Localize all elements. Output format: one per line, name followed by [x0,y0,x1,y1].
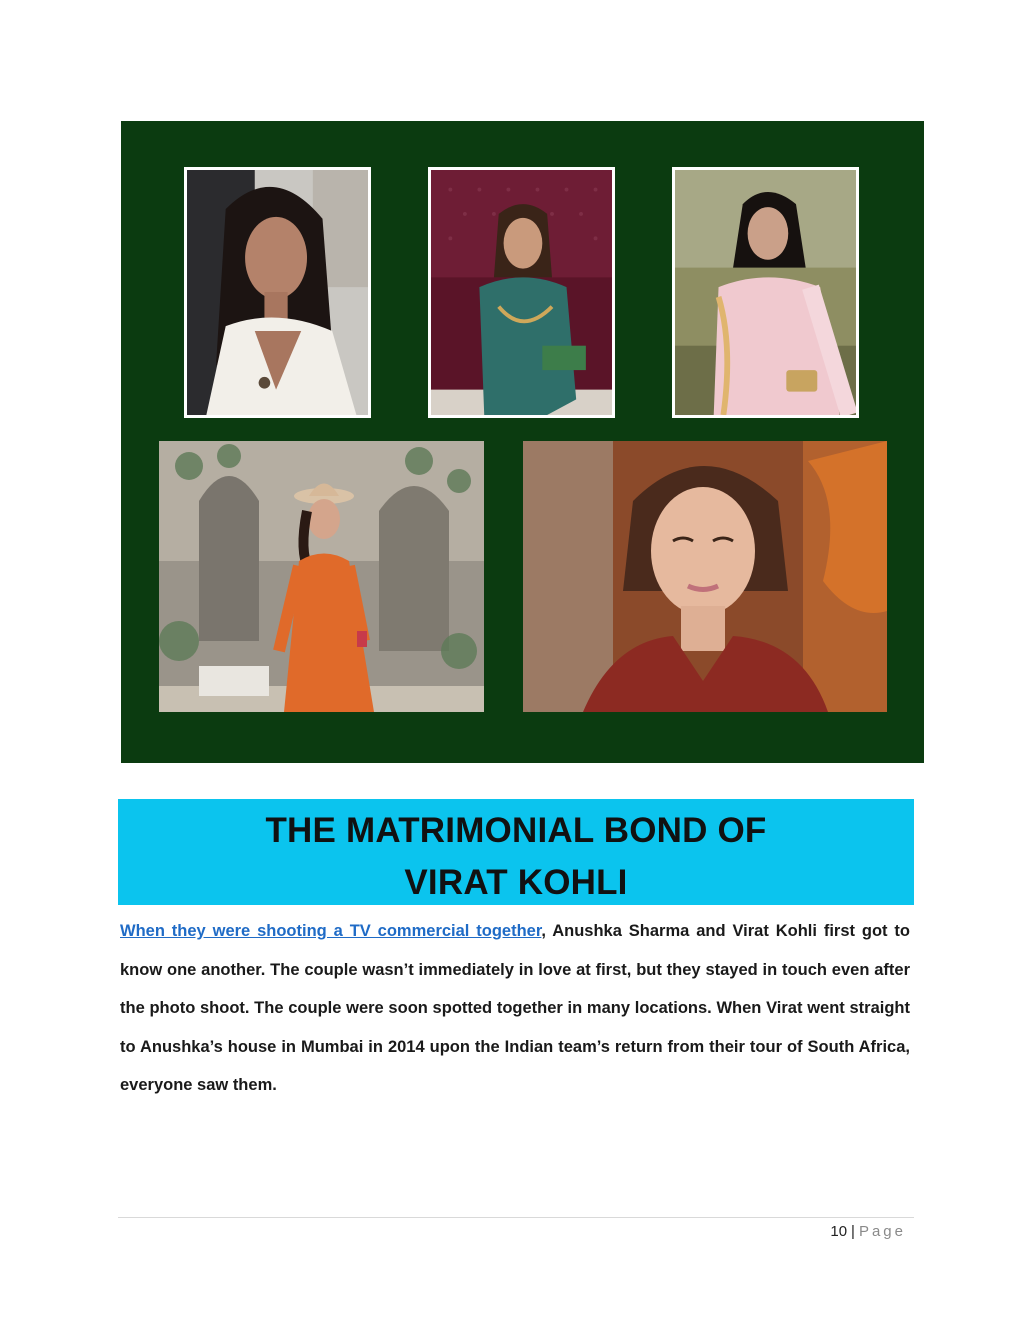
page-number: 10 [830,1223,848,1240]
heading-line-2: VIRAT KOHLI [404,863,628,902]
photo-woman-red-top [523,441,887,712]
heading-line-1: THE MATRIMONIAL BOND OF [265,811,767,850]
page-footer [830,1223,906,1240]
photo-woman-pink-saree [672,167,859,418]
footer-separator: | [851,1223,855,1240]
commercial-link[interactable]: When they were shooting a TV commercial together [120,922,542,940]
photo-woman-white-top [184,167,371,418]
paragraph-text: , Anushka Sharma and Virat Kohli first got to know one another. The couple wasn’t immediately in love at first, but they stayed in touch even after the photo shoot. The couple were soon spotted together in many locations. When Virat went straight to Anushka’s house in Mumbai in 2014 upon the Indian team’s return from their tour of South Africa, everyone saw them. [120,922,911,1094]
page-label: Page [858,1223,906,1240]
photo-woman-orange-dress [159,441,484,712]
photo-collage-panel [121,121,924,763]
article-heading [118,799,914,905]
footer-divider [118,1217,914,1218]
photo-woman-green-suit [428,167,615,418]
article-paragraph [120,912,910,1105]
